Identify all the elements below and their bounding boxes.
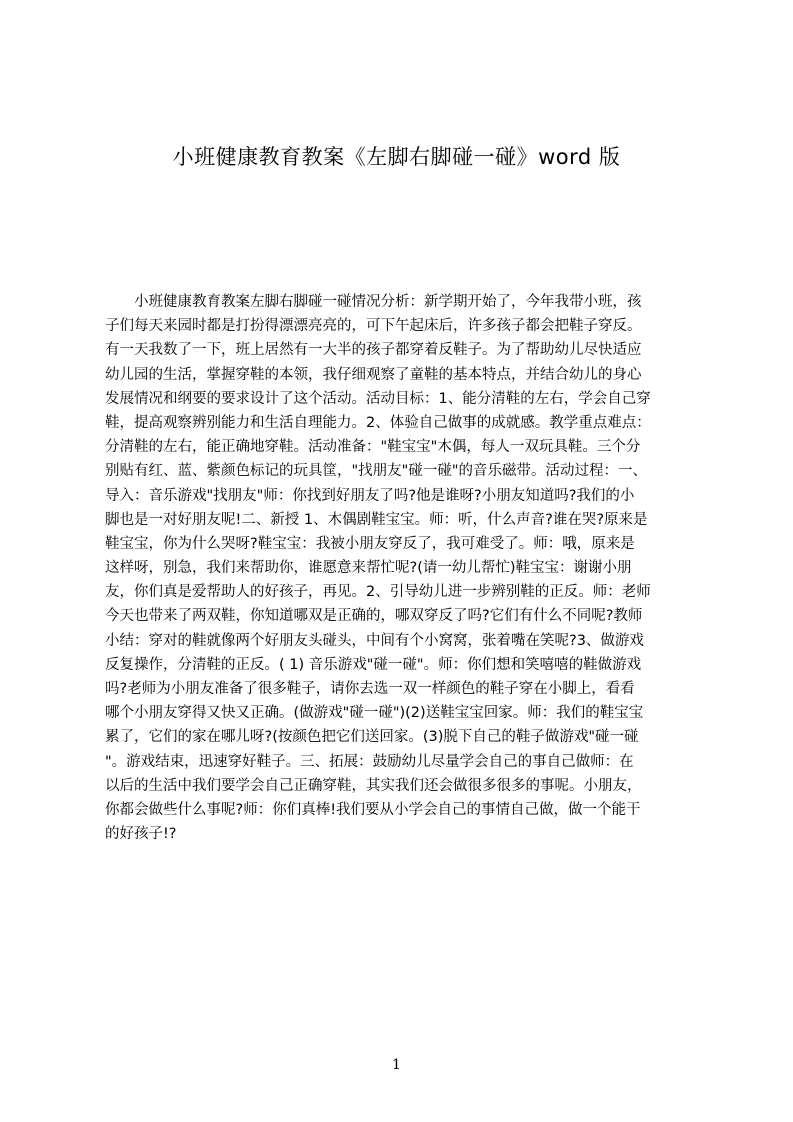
body-line: "。游戏结束，迅速穿好鞋子。三、拓展：鼓励幼儿尽量学会自己的事自己做师：在 (105, 753, 634, 770)
body-line: 小班健康教育教案左脚右脚碰一碰情况分析：新学期开始了，今年我带小班，孩 (105, 294, 642, 310)
body-line: 这样呀，别急，我们来帮助你，谁愿意来帮忙呢?(请一幼儿帮忙)鞋宝宝：谢谢小朋 (105, 560, 632, 577)
body-line: 今天也带来了两双鞋，你知道哪双是正确的，哪双穿反了吗?它们有什么不同呢?教师 (105, 608, 643, 625)
body-line: 你都会做些什么事呢?师：你们真棒!我们要从小学会自己的事情自己做，做一个能干 (105, 801, 641, 818)
body-line: 有一天我数了一下，班上居然有一大半的孩子都穿着反鞋子。为了帮助幼儿尽快适应 (105, 342, 642, 359)
body-line: 鞋宝宝，你为什么哭呀?鞋宝宝：我被小朋友穿反了，我可难受了。师：哦，原来是 (105, 535, 635, 552)
body-line: 友，你们真是爱帮助人的好孩子，再见。2、引导幼儿进一步辨别鞋的正反。师：老师 (105, 584, 651, 601)
body-line: 的好孩子!? (105, 826, 177, 843)
page-number: 1 (392, 1057, 401, 1073)
body-line: 发展情况和纲要的要求设计了这个活动。活动目标：1、能分清鞋的左右，学会自己穿 (105, 390, 651, 407)
body-line: 幼儿园的生活，掌握穿鞋的本领，我仔细观察了童鞋的基本特点，并结合幼儿的身心 (105, 366, 642, 383)
body-line: 哪个小朋友穿得又快又正确。(做游戏"碰一碰")(2)送鞋宝宝回家。师：我们的鞋宝宝 (105, 705, 644, 722)
body-line: 以后的生活中我们要学会自己正确穿鞋，其实我们还会做很多很多的事呢。小朋友， (105, 777, 642, 794)
body-line: 吗?老师为小朋友准备了很多鞋子，请你去选一双一样颜色的鞋子穿在小脚上，看看 (105, 681, 635, 697)
body-line: 脚也是一对好朋友呢!二、新授 1、木偶剧鞋宝宝。师：听，什么声音?谁在哭?原来是 (105, 511, 648, 528)
body-line: 子们每天来园时都是打扮得漂漂亮亮的，可下午起床后，许多孩子都会把鞋子穿反。 (105, 318, 642, 335)
document-title: 小班健康教育教案《左脚右脚碰一碰》word 版 (172, 145, 621, 169)
document-body (105, 290, 697, 846)
body-line: 反复操作，分清鞋的正反。( 1) 音乐游戏"碰一碰"。师：你们想和笑嘻嘻的鞋做游戏 (105, 656, 642, 673)
body-line: 分清鞋的左右，能正确地穿鞋。活动准备："鞋宝宝"木偶，每人一双玩具鞋。三个分 (105, 439, 641, 456)
body-line: 导入：音乐游戏"找朋友"师：你找到好朋友了吗?他是谁呀?小朋友知道吗?我们的小 (105, 487, 635, 504)
body-line: 小结：穿对的鞋就像两个好朋友头碰头，中间有个小窝窝，张着嘴在笑呢?3、做游戏 (105, 632, 644, 649)
body-line: 鞋，提高观察辨别能力和生活自理能力。2、体验自己做事的成就感。教学重点难点： (105, 414, 651, 431)
body-line: 累了，它们的家在哪儿呀?(按颜色把它们送回家。(3)脱下自己的鞋子做游戏"碰一碰 (105, 729, 639, 746)
body-line: 别贴有红、蓝、紫颜色标记的玩具筐，"找朋友"碰一碰"的音乐磁带。活动过程：一、 (105, 463, 648, 480)
